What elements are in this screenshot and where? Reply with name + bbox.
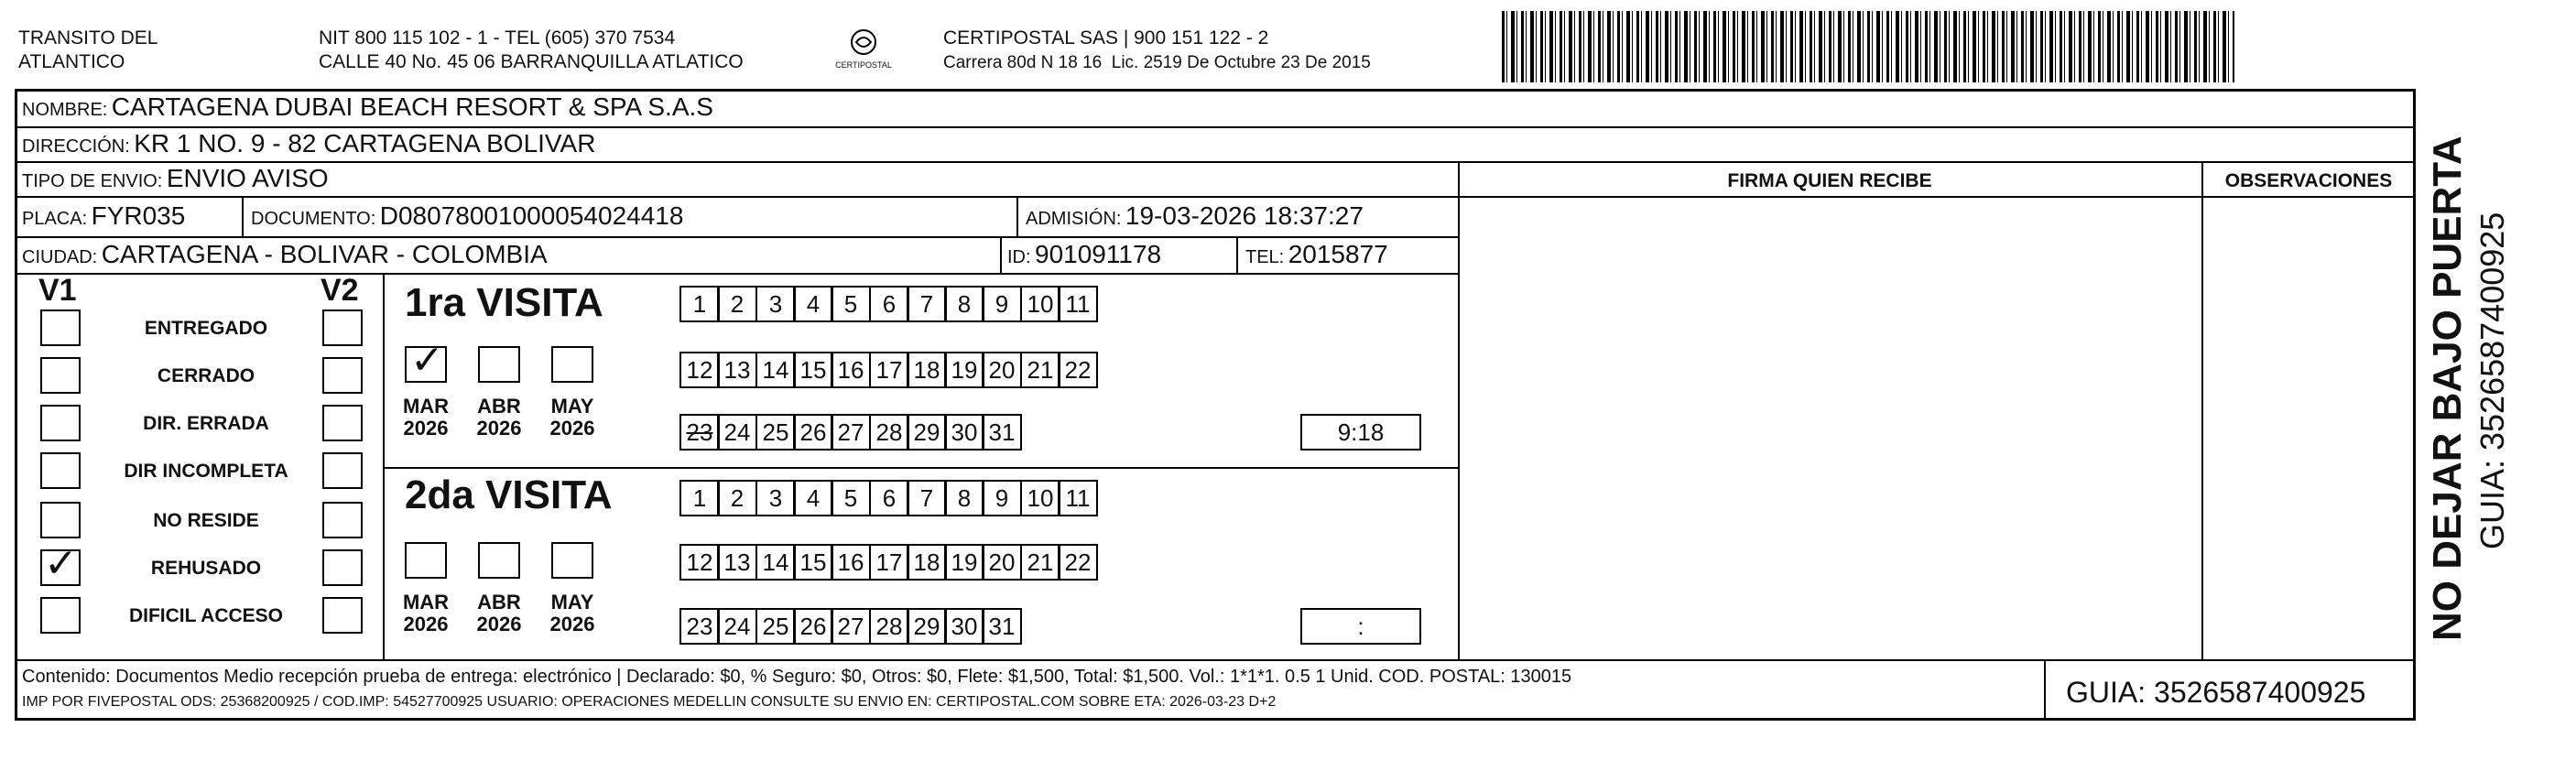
visit1-day-12[interactable]: 12 [679,352,720,388]
visit2-day-5[interactable]: 5 [831,480,871,516]
visit2-day-26[interactable]: 26 [793,608,833,645]
v1-rehusado-checkbox[interactable] [40,540,81,587]
placa-value: FYR035 [91,201,186,230]
visit2-title: 2da VISITA [405,472,613,517]
issuer-address: CALLE 40 No. 45 06 BARRANQUILLA ATLATICO [319,51,744,72]
visit2-day-15[interactable]: 15 [793,544,833,581]
visit1-day-5[interactable]: 5 [831,286,871,322]
visit2-month-mar-checkbox[interactable] [405,542,447,579]
issuer-name-line2: ATLANTICO [18,51,125,72]
visit1-day-23[interactable]: 23 [679,414,720,451]
recipient-name-row [22,92,713,126]
visit2-day-23[interactable]: 23 [679,608,720,645]
visit1-day-29[interactable]: 29 [907,414,947,451]
admision-field [1026,201,1364,235]
status-rehusado: REHUSADO [150,558,262,579]
courier-license: Carrera 80d N 18 16 Lic. 2519 De Octubre 23 De 2015 [943,53,1371,72]
recipient-address-row [22,129,595,163]
visit2-day-28[interactable]: 28 [869,608,909,645]
visit1-day-9[interactable]: 9 [982,286,1022,322]
visit1-day-28[interactable]: 28 [869,414,909,451]
documento-field [251,201,683,235]
courier-name: CERTIPOSTAL SAS | 900 151 122 - 2 [943,27,1269,49]
v2-dir-incompleta-checkbox[interactable] [322,452,363,489]
visit1-title: 1ra VISITA [405,280,603,325]
placa-label: PLACA: [22,209,88,229]
certipostal-logo [831,26,896,75]
checkmark-icon: ✓ [410,337,444,384]
side-warning: NO DEJAR BAJO PUERTA [2425,136,2470,641]
v1-header: V1 [38,273,77,308]
visit1-day-6[interactable]: 6 [869,286,909,322]
visit1-day-7[interactable]: 7 [907,286,947,322]
visit1-month-abr-checkbox[interactable] [478,346,520,383]
visit2-day-27[interactable]: 27 [831,608,871,645]
visit1-month-mar-checkbox[interactable] [405,337,447,384]
v2-entregado-checkbox[interactable] [322,309,363,346]
firma-column-header: FIRMA QUIEN RECIBE [1727,170,1932,191]
visit2-day-31[interactable]: 31 [982,608,1022,645]
visit2-day-30[interactable]: 30 [944,608,984,645]
visit2-day-3[interactable]: 3 [755,480,796,516]
footer-contents: Contenido: Documentos Medio recepción prueba de entrega: electrónico | Declarado: $0, % Seguro: $0, Otros: $0, Flete: $1,500, Total: $1,500. Vol.: 1*1*1. 0.5 1 Unid. COD. POSTAL: 130015 [22,667,1572,687]
visit1-day-31[interactable]: 31 [982,414,1022,451]
visit2-day-14[interactable]: 14 [755,544,796,581]
visit1-month-mar-label: MAR 2026 [402,395,450,440]
tel-label: TEL: [1245,247,1285,267]
visit2-day-29[interactable]: 29 [907,608,947,645]
visit2-day-8[interactable]: 8 [944,480,984,516]
tipo-label: TIPO DE ENVIO: [22,171,163,191]
v2-cerrado-checkbox[interactable] [322,357,363,394]
visit1-day-30[interactable]: 30 [944,414,984,451]
tel-value: 2015877 [1288,240,1388,268]
visit1-day-17[interactable]: 17 [869,352,909,388]
visit2-day-25[interactable]: 25 [755,608,796,645]
issuer-nit: NIT 800 115 102 - 1 - TEL (605) 370 7534 [319,27,676,49]
nombre-label: NOMBRE: [22,100,108,120]
v2-rehusado-checkbox[interactable] [322,549,363,586]
visit1-month-may-checkbox[interactable] [551,346,593,383]
visit2-day-18[interactable]: 18 [907,544,947,581]
visit2-day-9[interactable]: 9 [982,480,1022,516]
visit2-month-abr-label: ABR 2026 [476,591,522,635]
placa-field [22,201,185,235]
visit2-month-mar-label: MAR 2026 [402,591,450,635]
visit2-day-22[interactable]: 22 [1058,544,1098,581]
visit1-day-20[interactable]: 20 [982,352,1022,388]
ciudad-field [22,240,548,274]
visit1-day-1[interactable]: 1 [679,286,720,322]
checkmark-icon: ✓ [44,540,78,587]
visit1-day-18[interactable]: 18 [907,352,947,388]
visit1-day-16[interactable]: 16 [831,352,871,388]
status-no-reside: NO RESIDE [153,510,259,531]
tel-field [1245,240,1388,274]
visit1-day-15[interactable]: 15 [793,352,833,388]
id-label: ID: [1007,247,1031,267]
visit1-day-14[interactable]: 14 [755,352,796,388]
visit2-day-4[interactable]: 4 [793,480,833,516]
status-dir-incompleta: DIR INCOMPLETA [124,461,288,482]
recipient-name: CARTAGENA DUBAI BEACH RESORT & SPA S.A.S [111,92,713,121]
documento-label: DOCUMENTO: [251,209,376,229]
visit2-time-box[interactable]: : [1300,608,1421,645]
shipment-type: ENVIO AVISO [166,164,329,192]
v1-entregado-checkbox[interactable] [40,309,81,346]
visit1-day-10[interactable]: 10 [1020,286,1060,322]
ciudad-value: CARTAGENA - BOLIVAR - COLOMBIA [101,240,548,268]
v2-header: V2 [321,273,359,308]
visit1-month-may-label: MAY 2026 [549,395,595,440]
visit1-day-22[interactable]: 22 [1058,352,1098,388]
v1-dir-incompleta-checkbox[interactable] [40,452,81,489]
visit1-month-abr-label: ABR 2026 [476,395,522,440]
visit1-day-4[interactable]: 4 [793,286,833,322]
status-entregado: ENTREGADO [144,318,268,339]
status-dificil-acceso: DIFICIL ACCESO [128,605,283,626]
visit2-day-7[interactable]: 7 [907,480,947,516]
visit1-day-19[interactable]: 19 [944,352,984,388]
status-dir-errada: DIR. ERRADA [143,413,269,434]
status-cerrado: CERRADO [157,365,255,386]
ciudad-label: CIUDAD: [22,247,98,267]
visit1-day-11[interactable]: 11 [1058,286,1098,322]
recipient-address: KR 1 NO. 9 - 82 CARTAGENA BOLIVAR [134,129,596,157]
visit1-day-25[interactable]: 25 [755,414,796,451]
visit2-day-21[interactable]: 21 [1020,544,1060,581]
side-guia: GUIA: 3526587400925 [2473,212,2511,549]
visit2-month-abr-checkbox[interactable] [478,542,520,579]
issuer-name-line1: TRANSITO DEL [18,27,158,49]
visit1-day-3[interactable]: 3 [755,286,796,322]
direccion-label: DIRECCIÓN: [22,136,130,157]
visit2-day-24[interactable]: 24 [717,608,757,645]
documento-value: D08078001000054024418 [379,201,684,230]
visit2-month-may-label: MAY 2026 [549,591,595,635]
visit1-day-27[interactable]: 27 [831,414,871,451]
v2-no-reside-checkbox[interactable] [322,502,363,538]
visit2-day-10[interactable]: 10 [1020,480,1060,516]
id-field [1007,240,1161,274]
visit2-day-2[interactable]: 2 [717,480,757,516]
visit1-day-21[interactable]: 21 [1020,352,1060,388]
footer-guia: GUIA: 3526587400925 [2066,676,2366,709]
shipment-type-row [22,164,329,198]
visit2-month-may-checkbox[interactable] [551,542,593,579]
visit1-day-26[interactable]: 26 [793,414,833,451]
visit2-day-16[interactable]: 16 [831,544,871,581]
visit1-day-8[interactable]: 8 [944,286,984,322]
visit2-day-6[interactable]: 6 [869,480,909,516]
admision-label: ADMISIÓN: [1026,209,1122,229]
id-value: 901091178 [1035,240,1162,268]
observaciones-column-header: OBSERVACIONES [2224,170,2393,191]
visit2-day-11[interactable]: 11 [1058,480,1098,516]
visit2-day-19[interactable]: 19 [944,544,984,581]
visit2-day-12[interactable]: 12 [679,544,720,581]
logo-text: CERTIPOSTAL [835,60,892,70]
v1-dir-errada-checkbox[interactable] [40,405,81,441]
visit1-time-box[interactable]: 9:18 [1300,414,1421,451]
visit2-day-20[interactable]: 20 [982,544,1022,581]
footer-print-info: IMP POR FIVEPOSTAL ODS: 25368200925 / COD.IMP: 54527700925 USUARIO: OPERACIONES MEDELLIN CONSULTE SU ENVIO EN: CERTIPOSTAL.COM SOBRE ETA: 2026-03-23 D+2 [22,694,1277,710]
v1-dificil-acceso-checkbox[interactable] [40,597,81,634]
visit1-day-2[interactable]: 2 [717,286,757,322]
v1-cerrado-checkbox[interactable] [40,357,81,394]
tracking-barcode [1502,11,2234,82]
v1-no-reside-checkbox[interactable] [40,502,81,538]
visit2-day-13[interactable]: 13 [717,544,757,581]
admision-value: 19-03-2026 18:37:27 [1125,201,1364,230]
visit2-day-1[interactable]: 1 [679,480,720,516]
visit1-day-13[interactable]: 13 [717,352,757,388]
v2-dir-errada-checkbox[interactable] [322,405,363,441]
v2-dificil-acceso-checkbox[interactable] [322,597,363,634]
visit2-day-17[interactable]: 17 [869,544,909,581]
visit1-day-24[interactable]: 24 [717,414,757,451]
